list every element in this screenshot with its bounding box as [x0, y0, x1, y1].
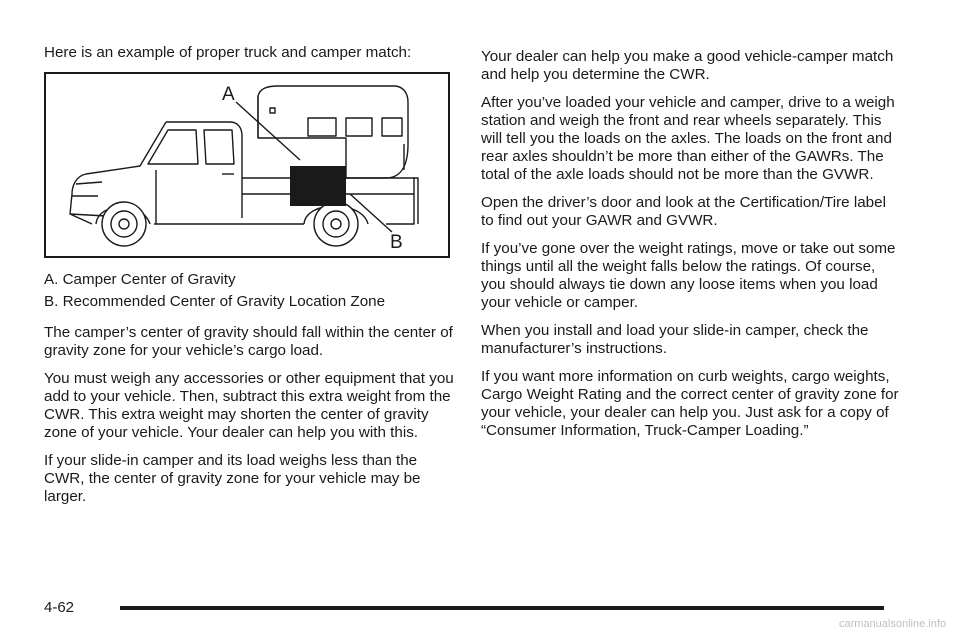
paragraph: When you install and load your slide-in camper, check the manufacturer’s instructions.	[481, 322, 869, 357]
paragraph: You must weigh any accessories or other equipment that you add to your vehicle. Then, subtract this extra weight from the CWR. This extra weight may shorten the center of gravity zone of your vehicle. Your dealer can help you with this.	[44, 370, 454, 441]
paragraph: The camper’s center of gravity should fall within the center of gravity zone for your vehicle’s cargo load.	[44, 324, 453, 359]
label-a: A	[222, 84, 235, 105]
paragraph: After you’ve loaded your vehicle and camper, drive to a weigh station and weigh the front and rear wheels separately. This will tell you the loads on the axles. The loads on the front and rear axles shouldn’t be more than either of the GAWRs. The total of the axle loads should not be more than the GVWR.	[481, 94, 895, 183]
gravity-zone-marker	[290, 166, 346, 206]
caption-b: B. Recommended Center of Gravity Location Zone	[44, 293, 386, 310]
paragraph: Your dealer can help you make a good vehicle-camper match and help you determine the CWR.	[481, 48, 894, 83]
caption-a: A. Camper Center of Gravity	[44, 271, 236, 288]
page-number: 4-62	[44, 599, 75, 616]
paragraph: If your slide-in camper and its load weighs less than the CWR, the center of gravity zone for your vehicle may be larger.	[44, 452, 421, 505]
footer-rule	[120, 606, 884, 610]
watermark: carmanualsonline.info	[838, 618, 946, 630]
paragraph: If you’ve gone over the weight ratings, move or take out some things until all the weight falls below the ratings. Of course, you should always tie down any loose items when you load your vehicle or camper.	[481, 240, 896, 311]
label-b: B	[390, 232, 403, 253]
paragraph: If you want more information on curb weights, cargo weights, Cargo Weight Rating and the correct center of gravity zone for your vehicle, your dealer can help you. Just ask for a copy of “Consumer Information, Truck-Camper Loading.”	[481, 368, 899, 439]
right-column	[481, 48, 901, 450]
left-column	[44, 44, 454, 516]
intro-text: Here is an example of proper truck and camper match:	[44, 44, 412, 61]
paragraph: Open the driver’s door and look at the Certification/Tire label to find out your GAWR and GVWR.	[481, 194, 886, 229]
truck-camper-illustration	[46, 74, 448, 256]
truck-camper-figure	[44, 72, 450, 258]
